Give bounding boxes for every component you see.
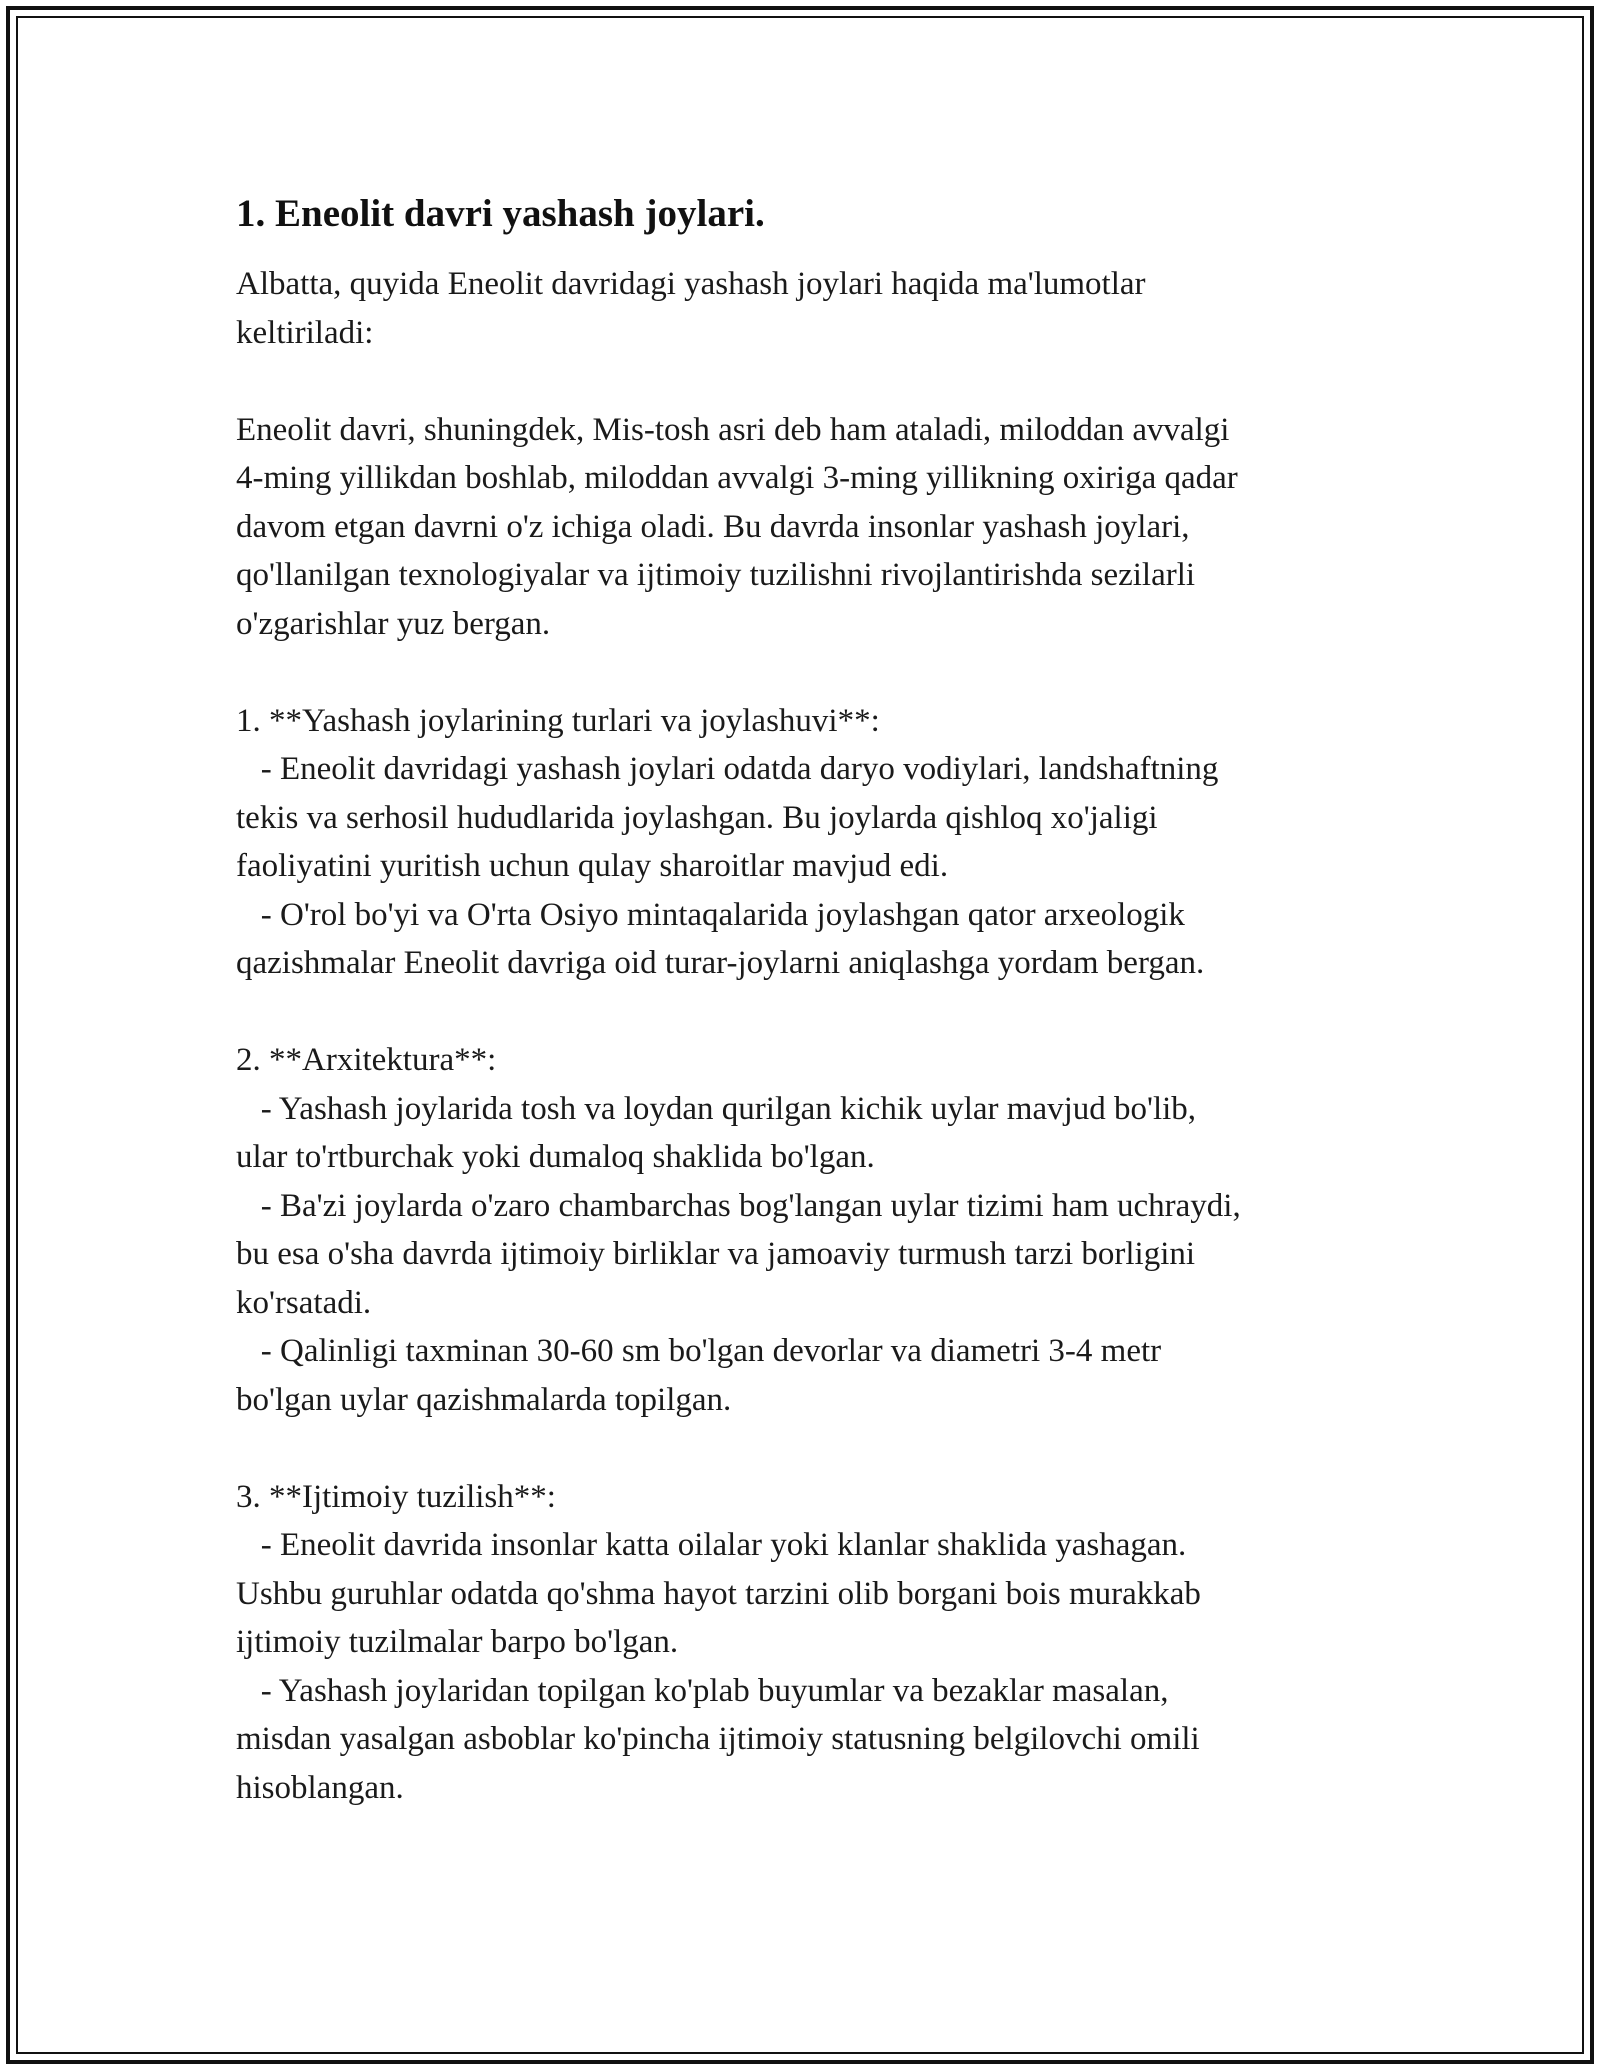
text-line: davom etgan davrni o'z ichiga oladi. Bu davrda insonlar yashash joylari, [236,508,1190,545]
text-line: - Yashash joylaridan topilgan ko'plab buyumlar va bezaklar masalan, [236,1672,1169,1709]
text-line: Albatta, quyida Eneolit davridagi yashash joylari haqida ma'lumotlar [236,266,1146,302]
text-line: ijtimoiy tuzilmalar barpo bo'lgan. [236,1624,679,1660]
text-line: hisoblangan. [236,1769,404,1806]
text-line: qo'llanilgan texnologiyalar va ijtimoiy tuzilishni rivojlantirishda sezilarli [236,557,1196,593]
text-line: - Ba'zi joylarda o'zaro chambarchas bog'langan uylar tizimi ham uchraydi, [236,1187,1241,1224]
blank-line [236,1424,1366,1473]
text-line: ko'rsatadi. [236,1284,372,1321]
text-line: bu esa o'sha davrda ijtimoiy birliklar va jamoaviy turmush tarzi borligini [236,1236,1196,1272]
blank-line [236,648,1366,697]
blank-line [236,988,1366,1037]
text-line: misdan yasalgan asboblar ko'pincha ijtimoiy statusning belgilovchi omili [236,1721,1200,1757]
document-heading: 1. Eneolit davri yashash joylari. [236,192,765,235]
text-line: 1. **Yashash joylarining turlari va joylashuvi**: [236,702,880,739]
text-line: - Qalinligi taxminan 30-60 sm bo'lgan devorlar va diametri 3-4 metr [236,1333,1162,1369]
text-line: tekis va serhosil hududlarida joylashgan. Bu joylarda qishloq xo'jaligi [236,799,1158,836]
text-line: faoliyatini yuritish uchun qulay sharoitlar mavjud edi. [236,848,949,884]
text-line: 4-ming yillikdan boshlab, miloddan avvalgi 3-ming yillikning oxiriga qadar [236,460,1238,496]
text-line: qazishmalar Eneolit davriga oid turar-joylarni aniqlashga yordam bergan. [236,945,1205,981]
text-line: - Eneolit davridagi yashash joylari odatda daryo vodiylari, landshaftning [236,751,1219,787]
text-line: Ushbu guruhlar odatda qo'shma hayot tarzini olib borgani bois murakkab [236,1575,1201,1612]
text-line: ular to'rtburchak yoki dumaloq shaklida bo'lgan. [236,1139,875,1175]
blank-line [236,357,1366,406]
text-line: - Eneolit davrida insonlar katta oilalar yoki klanlar shaklida yashagan. [236,1527,1187,1563]
text-line: 2. **Arxitektura**: [236,1042,497,1078]
document-content [236,186,1366,1812]
text-line: - Yashash joylarida tosh va loydan qurilgan kichik uylar mavjud bo'lib, [236,1090,1197,1127]
text-line: o'zgarishlar yuz bergan. [236,605,551,642]
text-line: Eneolit davri, shuningdek, Mis-tosh asri deb ham ataladi, miloddan avvalgi [236,411,1230,448]
text-line: - O'rol bo'yi va O'rta Osiyo mintaqalarida joylashgan qator arxeologik [236,896,1185,933]
text-line: 3. **Ijtimoiy tuzilish**: [236,1478,556,1515]
text-line: keltiriladi: [236,314,374,351]
document-body [236,260,1366,1812]
text-line: bo'lgan uylar qazishmalarda topilgan. [236,1381,732,1418]
